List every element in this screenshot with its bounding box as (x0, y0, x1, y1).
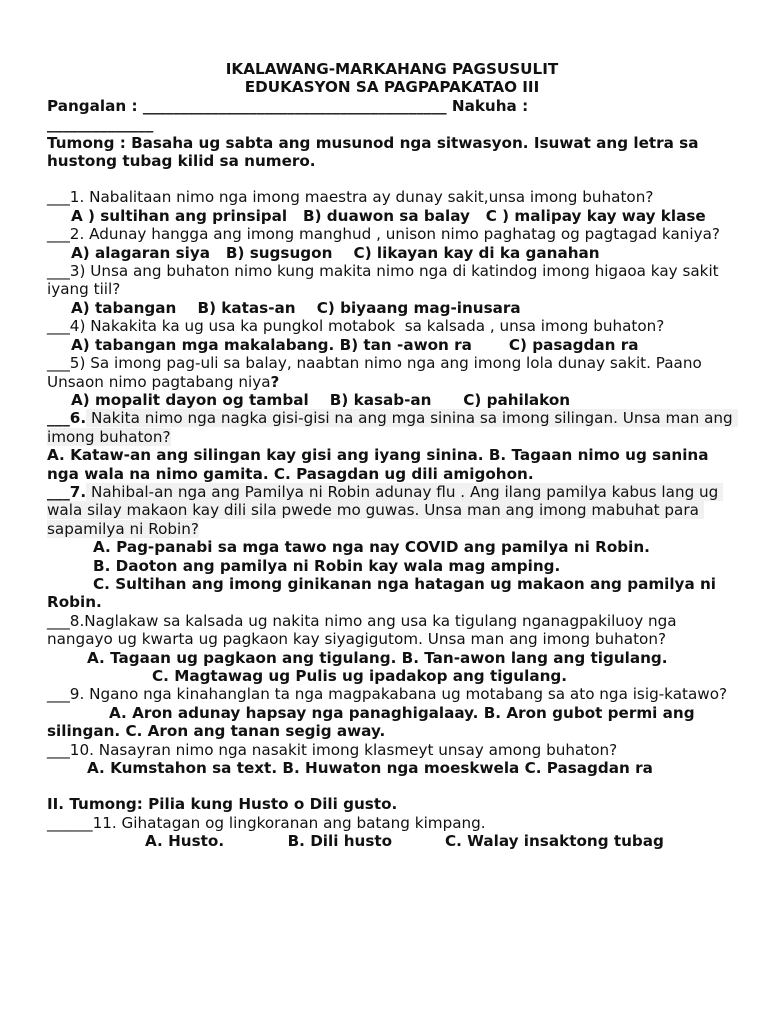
question-8-choices-ab: A. Tagaan ug pagkaon ang tigulang. B. Tan-awon lang ang tigulang. (87, 648, 668, 667)
instruction-part-1: Tumong : Basaha ug sabta ang musunod nga sitwasyon. Isuwat ang letra sa hustong tubag kilid sa numero. (47, 133, 699, 171)
question-9-choices: A. Aron adunay hapsay nga panaghigalaay. B. Aron gubot permi ang silingan. C. Aron ang tanan segig away. (47, 703, 695, 741)
question-7-choice-a: A. Pag-panabi sa mga tawo nga nay COVID ang pamilya ni Robin. (93, 538, 650, 557)
question-6-text: Nakita nimo nga nagka gisi-gisi na ang mga sinina sa imong silingan. Unsa man ang imong buhaton? (47, 409, 738, 446)
question-5-mark: ? (270, 372, 280, 391)
exam-subject: EDUKASYON SA PAGPAPAKATAO III (244, 78, 540, 97)
question-7-number: ___7. (47, 482, 87, 501)
question-4-choices: A) tabangan mga makalabang. B) tan -awon ra C) pasagdan ra (71, 335, 639, 354)
question-11-choices: A. Husto. B. Dili husto C. Walay insaktong tubag (145, 832, 664, 851)
name-score-line: Pangalan : ________________________________________ Nakuha : (47, 96, 529, 115)
question-7 (47, 483, 737, 538)
question-1-choices: A ) sultihan ang prinsipal B) duawon sa balay C ) malipay kay way klase (71, 206, 706, 225)
question-5-choices: A) mopalit dayon og tambal B) kasab-an C) pahilakon (71, 390, 571, 409)
question-7-choice-b: B. Daoton ang pamilya ni Robin kay wala mag amping. (93, 556, 561, 575)
question-1: ___1. Nabalitaan nimo nga imong maestra ay dunay sakit,unsa imong buhaton? (47, 188, 654, 207)
question-6-choices: A. Kataw-an ang silingan kay gisi ang iyang sinina. B. Tagaan nimo ug sanina nga wala na nimo gamita. C. Pasagdan ug dili amigohon. (47, 446, 709, 483)
question-5-text: ___5) Sa imong pag-uli sa balay, naabtan nimo nga ang imong lola dunay sakit. Paano Unsaon nimo pagtabang niya (47, 354, 707, 391)
question-11: ______11. Gihatagan og lingkoranan ang batang kimpang. (47, 813, 486, 832)
question-10-choices: A. Kumstahon sa text. B. Huwaton nga moeskwela C. Pasagdan ra (87, 759, 653, 778)
question-2: ___2. Adunay hangga ang imong manghud , unison nimo paghatag og pagtagad kaniya? (47, 225, 720, 244)
question-6 (47, 409, 737, 446)
question-5 (47, 354, 737, 391)
question-8-choice-c: C. Magtawag ug Pulis ug ipadakop ang tigulang. (152, 667, 568, 685)
question-3: ___3) Unsa ang buhaton nimo kung makita nimo nga di katindog imong higaoa kay sakit iyang tiil? (47, 262, 724, 299)
spacer (47, 777, 737, 795)
question-9: ___9. Ngano nga kinahanglan ta nga magpakabana ug motabang sa ato nga isig-katawo? (47, 685, 728, 704)
score-blank: ______________ (47, 115, 154, 134)
question-3-choices: A) tabangan B) katas-an C) biyaang mag-inusara (71, 298, 521, 317)
question-2-choices: A) alagaran siya B) sugsugon C) likayan kay di ka ganahan (71, 243, 600, 262)
question-10: ___10. Nasayran nimo nga nasakit imong klasmeyt unsay among buhaton? (47, 740, 618, 759)
question-7-choice-c: C. Sultihan ang imong ginikanan nga hatagan ug makaon ang pamilya ni Robin. (47, 574, 717, 612)
question-4: ___4) Nakakita ka ug usa ka pungkol motabok sa kalsada , unsa imong buhaton? (47, 317, 665, 336)
spacer (47, 170, 737, 188)
exam-page (47, 60, 737, 851)
exam-title: IKALAWANG-MARKAHANG PAGSUSULIT (225, 60, 559, 78)
question-6-number: ___6. (47, 409, 87, 428)
question-8: ___8.Naglakaw sa kalsada ug nakita nimo ang usa ka tigulang nganagpakiluoy nga nangayo ug kwarta ug pagkaon kay siyagigutom. Unsa man ang imong buhaton? (47, 611, 682, 649)
question-7-text: Nahibal-an nga ang Pamilya ni Robin adunay flu . Ang ilang pamilya kabus lang ug wala silay makaon kay dili sila pwede mo guwas. Unsa man ang imong mabuhat para sapamilya ni Robin? (47, 482, 724, 538)
instruction-part-2: II. Tumong: Pilia kung Husto o Dili gusto. (47, 795, 398, 814)
